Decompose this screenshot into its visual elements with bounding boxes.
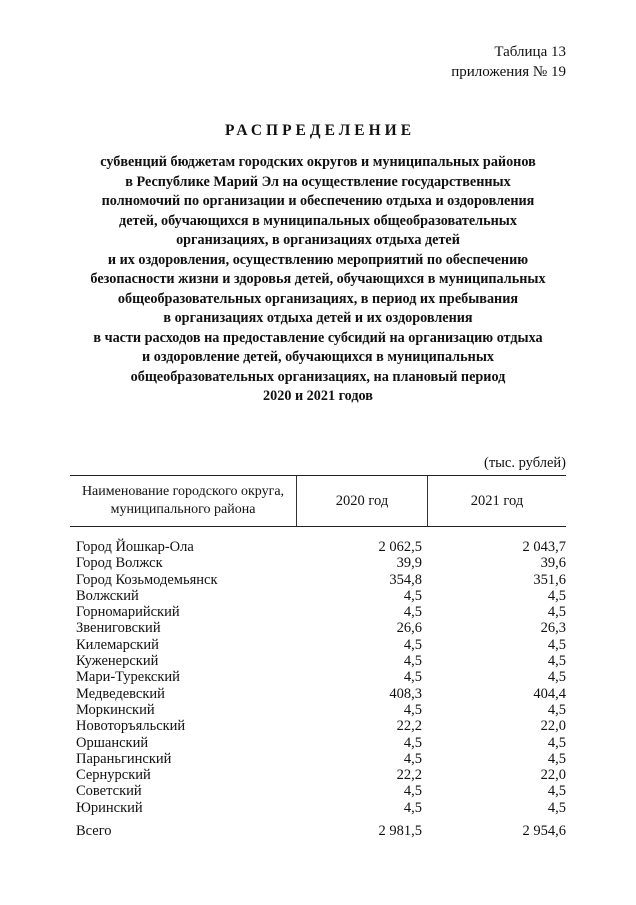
units-label: (тыс. рублей) (484, 455, 566, 471)
row-name: Звениговский (76, 620, 161, 637)
row-name: Оршанский (76, 734, 149, 751)
row-name: Советский (76, 783, 142, 800)
row-value-2021: 4,5 (547, 636, 566, 653)
row-value-2021: 4,5 (547, 783, 566, 800)
subtitle-line: в организациях отдыха детей и их оздоровления (163, 310, 473, 326)
row-name: Медведевский (76, 685, 165, 702)
row-value-2021: 351,6 (533, 571, 566, 588)
total-value-2020: 2 981,5 (378, 823, 422, 839)
appendix-number: приложения № 19 (451, 64, 566, 80)
table-row (76, 604, 566, 620)
row-name: Новоторъяльский (76, 718, 186, 735)
subtitle-line: и их оздоровления, осуществлению мероприятий по обеспечению (107, 251, 529, 268)
row-value-2020: 22,2 (396, 718, 422, 735)
table-row (76, 653, 566, 669)
table-row (76, 751, 566, 767)
table-row (76, 783, 566, 799)
table-header (70, 475, 566, 527)
total-value-2021: 2 954,6 (522, 823, 566, 839)
table-row (76, 572, 566, 588)
subtitle-line: общеобразовательных организациях, в период их пребывания (117, 290, 519, 307)
subtitle-line: в Республике Марий Эл на осуществление государственных (125, 173, 511, 190)
row-name: Горномарийский (76, 604, 180, 621)
row-value-2020: 4,5 (403, 701, 422, 718)
table-row (76, 718, 566, 734)
subtitle-line: 2020 и 2021 годов (263, 388, 373, 404)
row-value-2020: 22,2 (396, 767, 422, 784)
table-row (76, 686, 566, 702)
row-value-2021: 22,0 (540, 718, 566, 735)
subtitle-line: безопасности жизни и здоровья детей, обучающихся в муниципальных (90, 271, 546, 287)
row-value-2020: 4,5 (403, 587, 422, 604)
row-name: Город Козьмодемьянск (76, 571, 218, 588)
total-label: Всего (76, 823, 112, 839)
table-reference (451, 42, 566, 82)
row-value-2021: 26,3 (540, 620, 566, 637)
row-value-2021: 4,5 (547, 669, 566, 686)
document-title: РАСПРЕДЕЛЕНИЕ (224, 122, 416, 139)
table-row (76, 620, 566, 636)
row-name: Город Йошкар-Ола (76, 539, 194, 555)
row-value-2020: 4,5 (403, 653, 422, 670)
row-value-2021: 4,5 (547, 587, 566, 604)
subtitle-line: общеобразовательных организациях, на плановый период (130, 368, 506, 385)
subtitle-line: детей, обучающихся в муниципальных общеобразовательных (119, 212, 517, 229)
table-row (76, 669, 566, 685)
row-value-2020: 2 062,5 (378, 539, 422, 555)
row-value-2021: 39,6 (540, 555, 566, 572)
row-value-2020: 26,6 (396, 620, 422, 637)
table-row (76, 588, 566, 604)
row-name: Килемарский (76, 636, 159, 653)
table-row (76, 539, 566, 555)
row-value-2021: 2 043,7 (522, 539, 566, 555)
table-row (76, 735, 566, 751)
row-value-2020: 4,5 (403, 799, 422, 816)
row-value-2020: 4,5 (403, 636, 422, 653)
document-subtitle (60, 153, 576, 407)
row-value-2020: 4,5 (403, 783, 422, 800)
row-value-2020: 39,9 (396, 555, 422, 572)
row-value-2021: 404,4 (533, 685, 566, 702)
column-header-name: Наименование городского округа, муниципального района (70, 476, 297, 526)
row-name: Город Волжск (76, 555, 163, 572)
subtitle-line: субвенций бюджетам городских округов и муниципальных районов (100, 154, 536, 170)
row-value-2020: 4,5 (403, 750, 422, 767)
row-value-2021: 4,5 (547, 604, 566, 621)
row-name: Куженерский (76, 653, 159, 670)
table-number: Таблица 13 (494, 44, 566, 60)
row-name: Сернурский (76, 767, 151, 784)
subtitle-line: полномочий по организации и обеспечению отдыха и оздоровления (101, 193, 535, 209)
subtitle-line: организациях, в организациях отдыха детей (176, 232, 460, 248)
subtitle-line: в части расходов на предоставление субсидий на организацию отдыха (93, 329, 543, 346)
row-value-2021: 4,5 (547, 701, 566, 718)
row-name: Юринский (76, 799, 143, 816)
table-row (76, 555, 566, 571)
column-header-2021: 2021 год (470, 492, 524, 509)
row-name: Волжский (76, 587, 139, 604)
row-name: Параньгинский (76, 750, 172, 767)
table-row (76, 702, 566, 718)
row-value-2021: 4,5 (547, 734, 566, 751)
row-value-2021: 22,0 (540, 767, 566, 784)
table-row (76, 800, 566, 816)
row-value-2021: 4,5 (547, 750, 566, 767)
row-name: Мари-Турекский (76, 669, 180, 686)
table-row (76, 637, 566, 653)
row-value-2020: 4,5 (403, 604, 422, 621)
row-value-2021: 4,5 (547, 653, 566, 670)
table-row (76, 767, 566, 783)
row-value-2020: 408,3 (389, 685, 422, 702)
table-body (76, 539, 566, 816)
subtitle-line: и оздоровление детей, обучающихся в муниципальных (142, 349, 494, 365)
table-total-row (76, 823, 566, 840)
column-header-2020: 2020 год (297, 476, 428, 526)
row-value-2020: 4,5 (403, 734, 422, 751)
row-value-2021: 4,5 (547, 799, 566, 816)
row-name: Моркинский (76, 701, 155, 718)
row-value-2020: 4,5 (403, 669, 422, 686)
row-value-2020: 354,8 (389, 571, 422, 588)
